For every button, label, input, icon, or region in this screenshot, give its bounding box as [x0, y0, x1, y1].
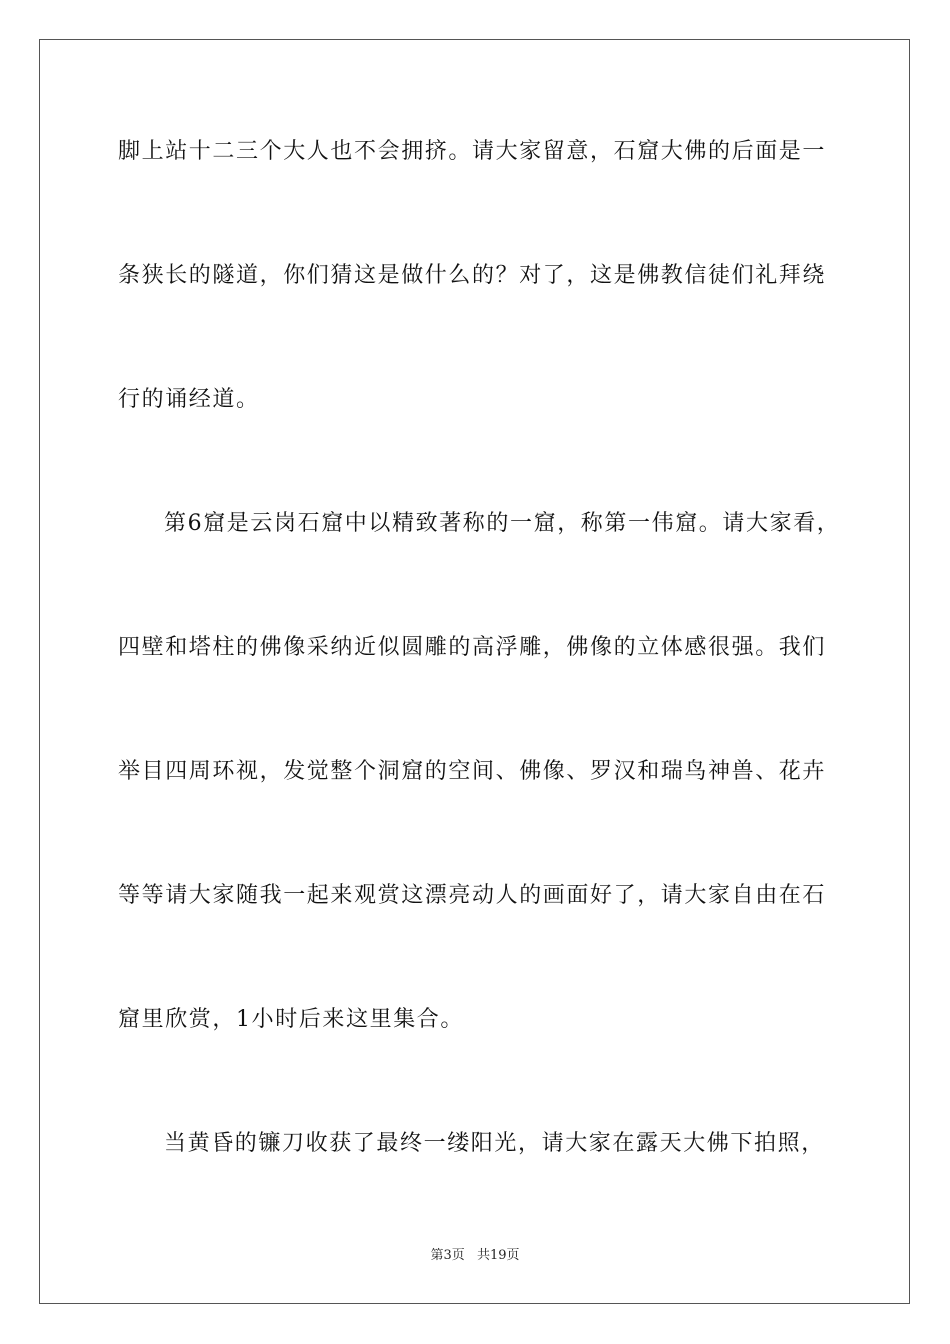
text-line-4: 第6窟是云岗石窟中以精致著称的一窟，称第一伟窟。请大家看，	[164, 511, 841, 536]
page-border	[39, 39, 910, 1304]
text-line-9: 当黄昏的镰刀收获了最终一缕阳光，请大家在露天大佛下拍照，	[164, 1131, 825, 1156]
text-line-5: 四壁和塔柱的佛像采纳近似圆雕的高浮雕，佛像的立体感很强。我们	[118, 635, 827, 660]
text-line-3: 行的诵经道。	[118, 387, 260, 412]
text-line-1: 脚上站十二三个大人也不会拥挤。请大家留意，石窟大佛的后面是一	[118, 139, 827, 164]
text-line-6: 举目四周环视，发觉整个洞窟的空间、佛像、罗汉和瑞鸟神兽、花卉	[118, 759, 827, 784]
text-line-7: 等等请大家随我一起来观赏这漂亮动人的画面好了，请大家自由在石	[118, 883, 827, 908]
page-number: 第3页	[430, 1248, 465, 1263]
page-total: 共19页	[476, 1248, 520, 1263]
page-footer	[0, 1247, 950, 1265]
text-line-2: 条狭长的隧道，你们猜这是做什么的？对了，这是佛教信徒们礼拜绕	[118, 263, 827, 288]
text-line-8: 窟里欣赏，1小时后来这里集合。	[118, 1007, 464, 1032]
